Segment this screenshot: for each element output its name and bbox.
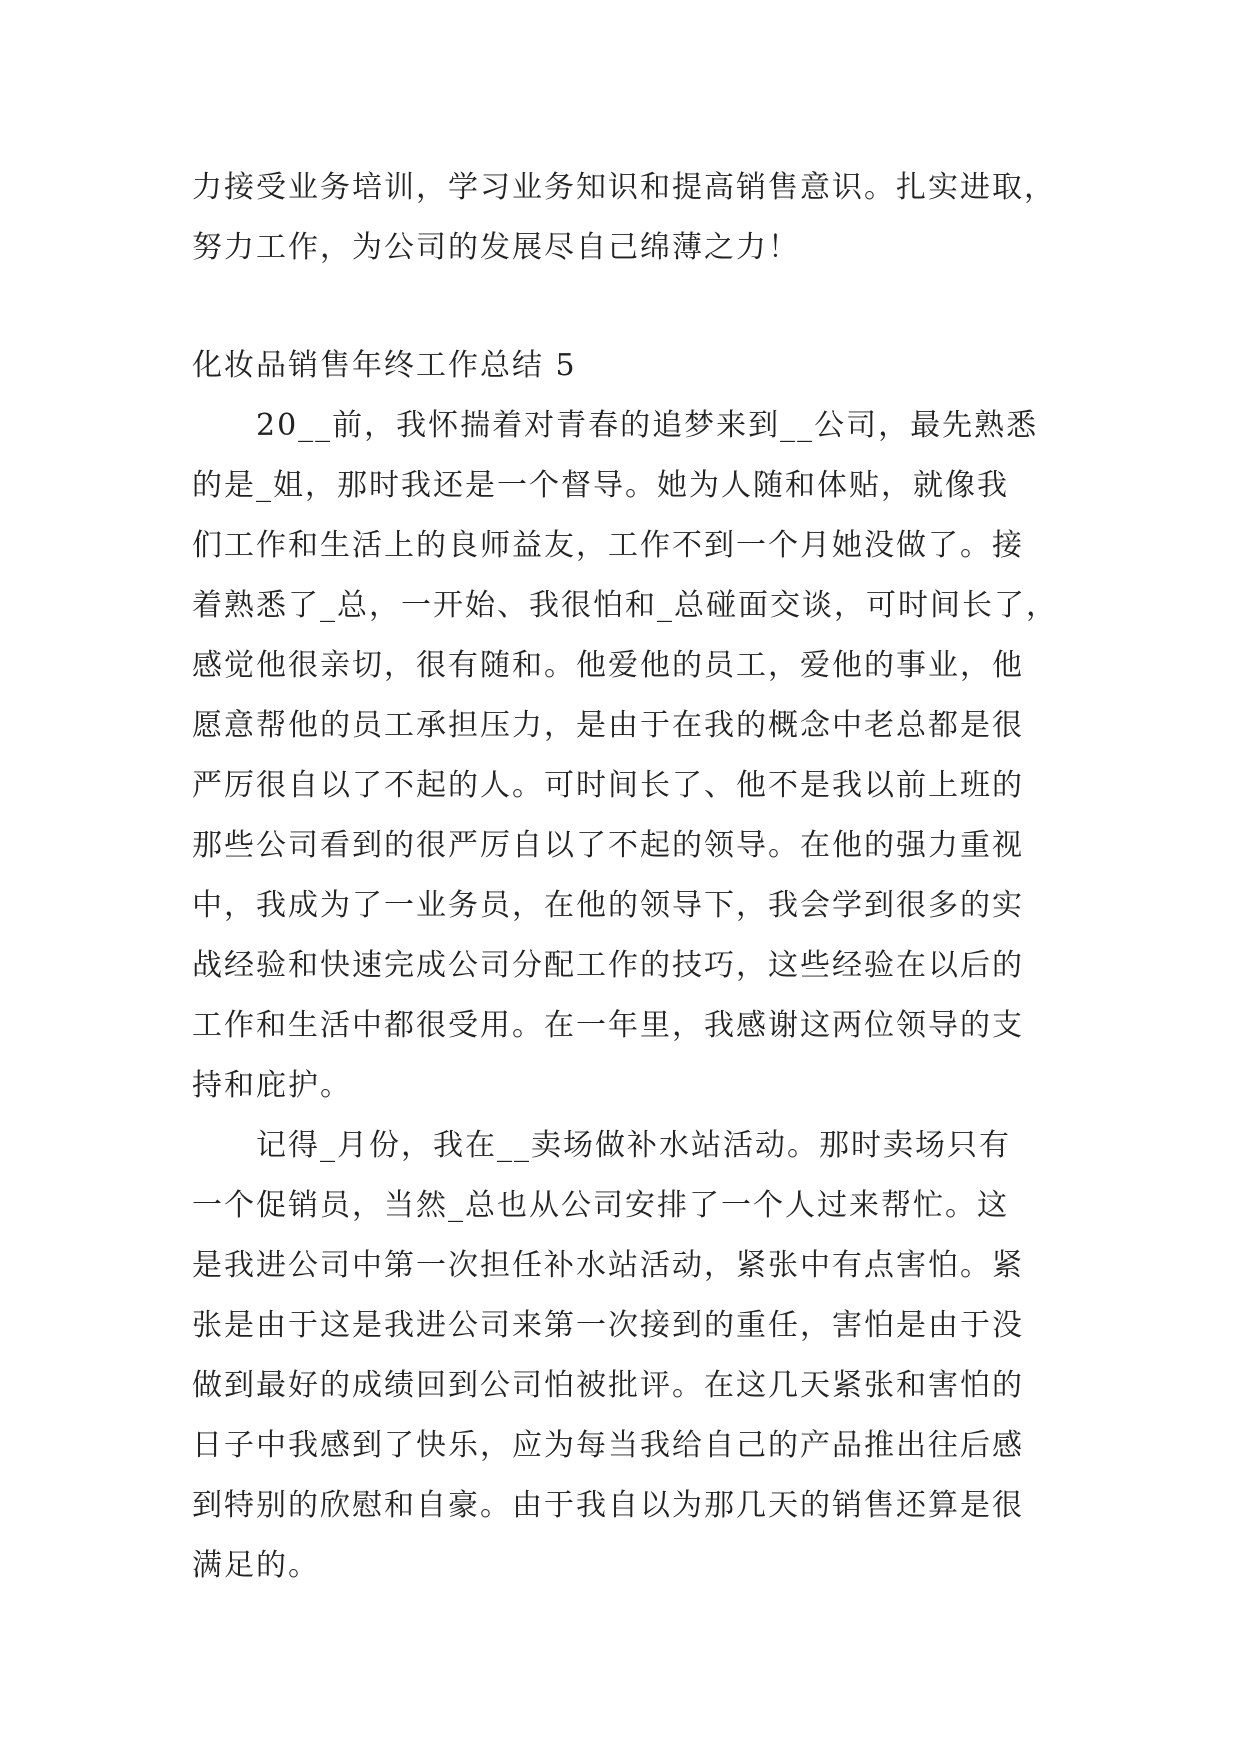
text-line: 严厉很自以了不起的人。可时间长了、他不是我以前上班的 [192,768,1024,803]
text-line: 中，我成为了一业务员，在他的领导下，我会学到很多的实 [192,888,1024,923]
text-line: 到特别的欣慰和自豪。由于我自以为那几天的销售还算是很 [192,1488,1024,1523]
text-line: 们工作和生活上的良师益友，工作不到一个月她没做了。接 [192,528,1024,563]
text-line: 20__前，我怀揣着对青春的追梦来到__公司，最先熟悉 [256,408,1039,443]
text-line: 战经验和快速完成公司分配工作的技巧，这些经验在以后的 [192,948,1024,983]
text-line: 记得_月份，我在__卖场做补水站活动。那时卖场只有 [256,1128,1011,1163]
body-paragraph-2 [192,1116,1052,1596]
text-line: 工作和生活中都很受用。在一年里，我感谢这两位领导的支 [192,1008,1024,1043]
paragraph-spacer [192,278,1052,336]
text-line: 的是_姐，那时我还是一个督导。她为人随和体贴，就像我 [192,468,1009,503]
document-body [192,158,1058,1596]
text-line: 是我进公司中第一次担任补水站活动，紧张中有点害怕。紧 [192,1248,1024,1283]
text-line: 感觉他很亲切，很有随和。他爱他的员工，爱他的事业，他 [192,648,1024,683]
text-line: 愿意帮他的员工承担压力，是由于在我的概念中老总都是很 [192,708,1024,743]
section-heading: 化妆品销售年终工作总结 5 [192,348,577,383]
text-line: 张是由于这是我进公司来第一次接到的重任，害怕是由于没 [192,1308,1024,1343]
text-line: 那些公司看到的很严厉自以了不起的领导。在他的强力重视 [192,828,1024,863]
continuation-paragraph [192,158,1056,278]
text-line: 满足的。 [192,1548,320,1583]
text-line: 持和庇护。 [192,1068,352,1103]
text-line: 一个促销员，当然_总也从公司安排了一个人过来帮忙。这 [192,1188,1009,1223]
text-line: 着熟悉了_总，一开始、我很怕和_总碰面交谈，可时间长了， [192,588,1058,623]
text-line: 力接受业务培训，学习业务知识和提高销售意识。扎实进取， [192,170,1056,205]
text-line: 日子中我感到了快乐，应为每当我给自己的产品推出往后感 [192,1428,1024,1463]
text-line: 做到最好的成绩回到公司怕被批评。在这几天紧张和害怕的 [192,1368,1024,1403]
body-paragraph-1 [192,396,1058,1116]
text-line: 努力工作，为公司的发展尽自己绵薄之力！ [192,230,800,265]
